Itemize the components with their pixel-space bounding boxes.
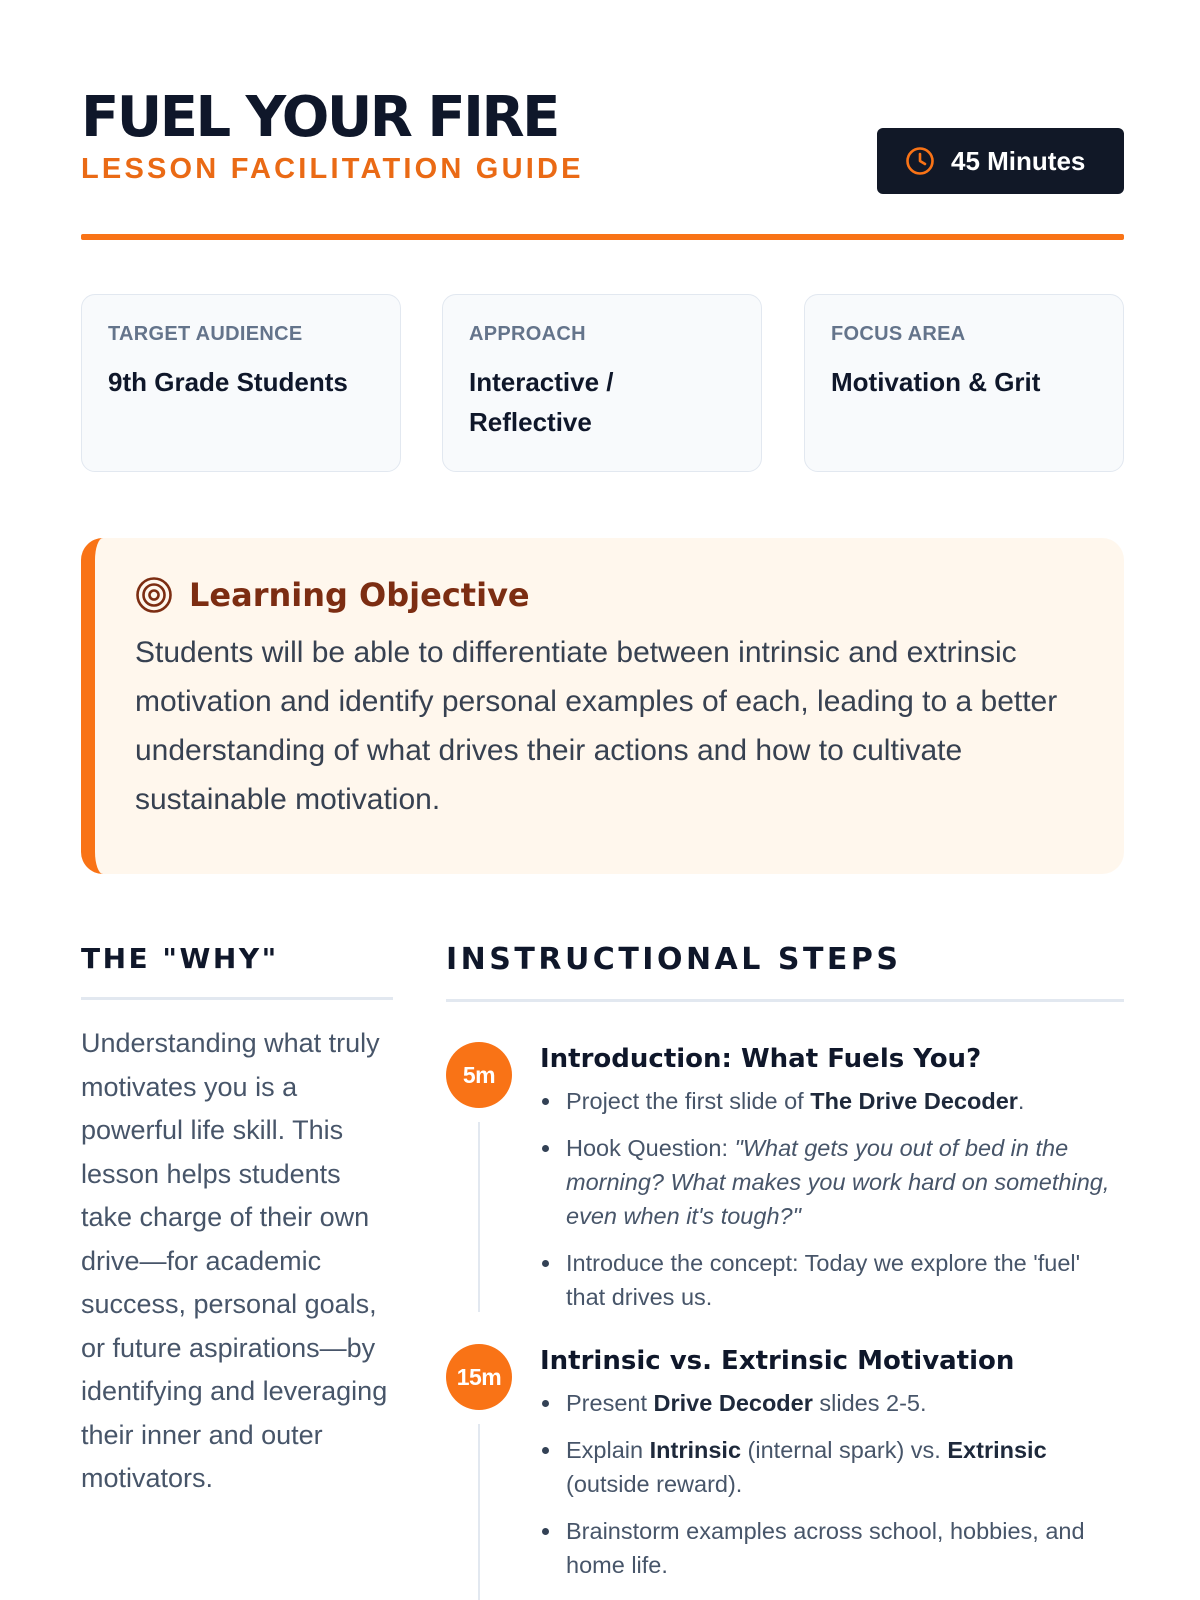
meta-card-approach [442, 294, 762, 472]
objective-header [135, 576, 1084, 614]
step-bullet: Explain Intrinsic (internal spark) vs. Extrinsic (outside reward). [540, 1433, 1124, 1501]
meta-label: FOCUS AREA [831, 323, 966, 345]
learning-objective-panel [81, 538, 1124, 874]
timeline-line [478, 1122, 480, 1312]
step-time-badge: 15m [446, 1344, 512, 1410]
why-body: Understanding what truly motivates you is a powerful life skill. This lesson helps students take charge of their own drive—for academic success, personal goals, or future aspirations—by identifying and leveraging their inner and outer motivators. [81, 1028, 388, 1493]
step-item [446, 1344, 1124, 1582]
meta-card-focus-area [804, 294, 1124, 472]
why-divider [81, 997, 393, 1000]
duration-badge [877, 128, 1124, 194]
meta-label: TARGET AUDIENCE [108, 323, 303, 345]
step-bullet: Introduce the concept: Today we explore the 'fuel' that drives us. [540, 1246, 1124, 1314]
header [81, 85, 1124, 238]
meta-card-target-audience [81, 294, 401, 472]
step-time-badge: 5m [446, 1042, 512, 1108]
step-bullets [540, 1386, 1124, 1582]
meta-value: 9th Grade Students [108, 367, 348, 397]
steps-divider [446, 999, 1124, 1002]
step-item [446, 1042, 1124, 1314]
meta-label: APPROACH [469, 323, 586, 345]
step-bullets [540, 1084, 1124, 1314]
instructional-steps [446, 942, 1124, 1595]
page-title: FUEL YOUR FIRE [81, 85, 558, 150]
why-heading: THE "WHY" [81, 942, 279, 975]
step-bullet: Project the first slide of The Drive Decoder. [540, 1084, 1124, 1118]
lesson-guide-page [81, 0, 1124, 1600]
steps-heading: INSTRUCTIONAL STEPS [446, 942, 902, 977]
timeline-line [478, 1424, 480, 1600]
clock-icon [905, 146, 935, 176]
header-divider [81, 234, 1124, 240]
meta-cards [81, 294, 1124, 472]
target-icon [135, 576, 173, 614]
objective-heading: Learning Objective [189, 576, 530, 614]
step-bullet: Present Drive Decoder slides 2-5. [540, 1386, 1124, 1420]
page-subtitle: LESSON FACILITATION GUIDE [81, 153, 584, 185]
step-title: Intrinsic vs. Extrinsic Motivation [540, 1346, 1015, 1376]
objective-body: Students will be able to differentiate between intrinsic and extrinsic motivation and identify personal examples of each, leading to a better understanding of what drives their actions and how to cultivate sustainable motivation. [135, 636, 1058, 816]
why-section [81, 942, 393, 1501]
meta-value: Interactive / Reflective [469, 367, 614, 437]
duration-label: 45 Minutes [951, 145, 1086, 176]
step-bullet: Hook Question: "What gets you out of bed in the morning? What makes you work hard on something, even when it's tough?" [540, 1131, 1124, 1233]
step-bullet: Brainstorm examples across school, hobbies, and home life. [540, 1514, 1124, 1582]
meta-value: Motivation & Grit [831, 367, 1041, 397]
step-title: Introduction: What Fuels You? [540, 1044, 982, 1074]
